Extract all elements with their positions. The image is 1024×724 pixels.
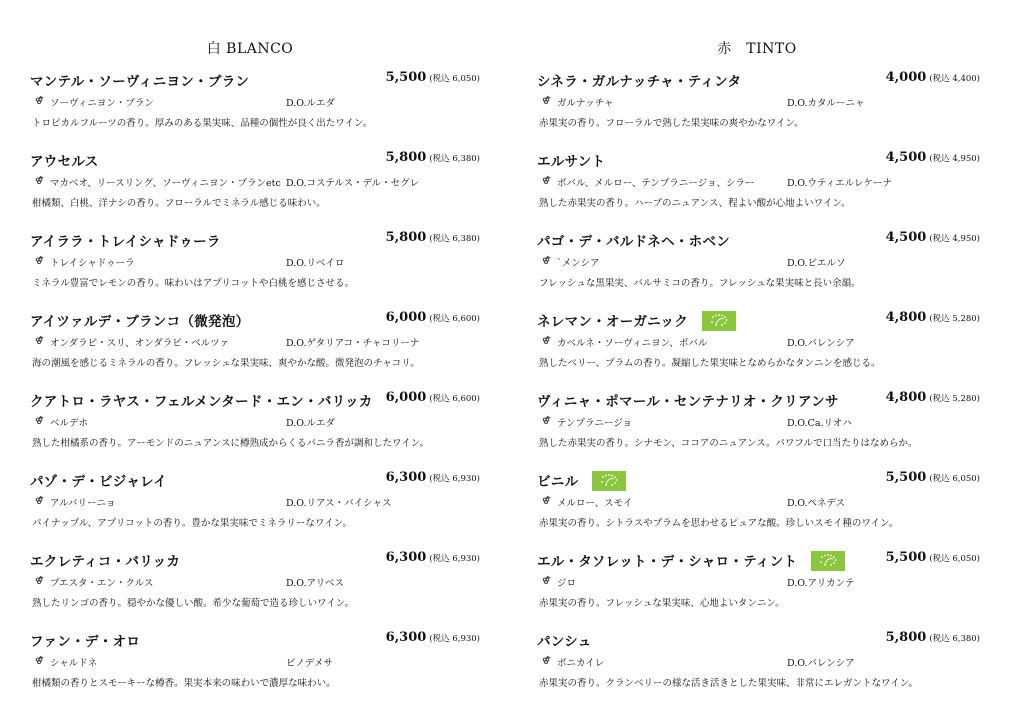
wine-item: [30, 390, 480, 470]
wine-meta: [30, 254, 480, 272]
price-tax-included: (税込 6,380): [429, 154, 480, 164]
grape-varieties: ベルデホ: [50, 418, 89, 429]
wine-item: [537, 230, 980, 310]
price-tax-included: (税込 6,380): [929, 634, 980, 644]
wine-item: [30, 230, 480, 310]
wine-description: パイナップル、アプリコットの香り。豊かな果実味でミネラリーなワイン。: [32, 518, 352, 529]
wine-price: [386, 470, 480, 485]
price-tax-included: (税込 5,280): [929, 314, 980, 324]
price-tax-included: (税込 6,600): [429, 314, 480, 324]
price-tax-included: (税込 4,400): [929, 74, 980, 84]
price-tax-included: (税込 6,380): [429, 234, 480, 244]
price-value: 5,500: [885, 550, 927, 565]
wine-item: [30, 310, 480, 390]
denomination-of-origin: D.O.ルエダ: [286, 98, 336, 109]
price-value: 6,000: [385, 390, 427, 405]
grape-icon: [34, 495, 45, 506]
price-tax-included: (税込 6,050): [929, 554, 980, 564]
price-value: 5,800: [385, 230, 427, 245]
wine-name: [537, 150, 605, 170]
price-tax-included: (税込 6,050): [929, 474, 980, 484]
eu-organic-leaf-icon: [592, 471, 626, 491]
white-wine-heading: 白 BLANCO: [206, 41, 294, 57]
denomination-of-origin: D.O.リアス・バイシャス: [286, 498, 392, 509]
wine-description: 熟した赤果実の香り。ハーブのニュアンス、程よい酸が心地よいワイン。: [539, 198, 851, 209]
price-value: 6,300: [385, 470, 427, 485]
denomination-of-origin: D.O.カタルーニャ: [787, 98, 865, 109]
grape-varieties: ソーヴィニヨン・ブラン: [50, 98, 154, 109]
grape-varieties: ボニカイレ: [557, 658, 605, 669]
wine-price: [886, 150, 980, 165]
grape-varieties: プエスタ・エン・クルス: [50, 578, 154, 589]
denomination-of-origin: D.O.ペネデス: [787, 498, 846, 509]
grape-varieties: オンダラビ・スリ、オンダラビ・ベルツァ: [50, 338, 230, 349]
wine-price: [886, 230, 980, 245]
wine-item: [537, 390, 980, 470]
grape-icon: [34, 255, 45, 266]
wine-name-text: アイツァルデ・ブランコ（微発泡）: [30, 314, 250, 330]
wine-name: [30, 630, 140, 650]
grape-varieties: シャルドネ: [50, 658, 98, 669]
price-value: 6,000: [385, 310, 427, 325]
wine-item: [537, 70, 980, 150]
price-tax-included: (税込 4,950): [929, 234, 980, 244]
denomination-of-origin: D.O.ウティエルレケーナ: [787, 178, 892, 189]
wine-header: [537, 470, 980, 490]
grape-icon: [34, 575, 45, 586]
eu-organic-leaf-icon: [811, 551, 845, 571]
wine-name: [30, 470, 167, 490]
wine-description: 赤果実の香り。フレッシュな果実味、心地よいタンニン。: [539, 598, 785, 609]
wine-price: [386, 390, 480, 405]
price-value: 4,000: [885, 70, 927, 85]
wine-description: 柑橘類、白桃、洋ナシの香り。フローラルでミネラル感じる味わい。: [32, 198, 326, 209]
wine-meta: [30, 654, 480, 672]
wine-meta: [30, 334, 480, 352]
wine-name-text: ヴィニャ・ポマール・センテナリオ・クリアンサ: [537, 394, 839, 410]
denomination-of-origin: D.O.バレンシア: [787, 338, 855, 349]
wine-item: [537, 550, 980, 630]
grape-icon: [541, 175, 552, 186]
wine-name: [30, 310, 249, 330]
wine-name: [537, 70, 741, 90]
price-value: 4,500: [885, 150, 927, 165]
wine-name: [537, 470, 626, 491]
price-tax-included: (税込 6,050): [429, 74, 480, 84]
wine-price: [886, 390, 980, 405]
denomination-of-origin: D.O.リベイロ: [286, 258, 345, 269]
wine-header: [537, 150, 980, 170]
price-tax-included: (税込 6,600): [429, 394, 480, 404]
wine-description: 熟した柑橘系の香り。アーモンドのニュアンスに樽熟成からくるバニラ香が調和したワイン。: [32, 438, 430, 449]
wine-header: [537, 310, 980, 330]
grape-icon: [541, 495, 552, 506]
wine-header: [30, 390, 480, 410]
wine-header: [537, 230, 980, 250]
wine-name: [537, 310, 736, 331]
price-value: 4,500: [885, 230, 927, 245]
wine-description: 赤果実の香り。クランベリーの様な活き活きとした果実味、非常にエレガントなワイン。: [539, 678, 918, 689]
wine-meta: [30, 414, 480, 432]
wine-header: [30, 630, 480, 650]
price-value: 5,800: [385, 150, 427, 165]
wine-meta: [30, 94, 480, 112]
wine-name-text: エル・タソレット・デ・シャロ・ティント: [537, 554, 798, 570]
denomination-of-origin: D.O.ビエルソ: [787, 258, 846, 269]
grape-icon: [541, 575, 552, 586]
grape-icon: [541, 335, 552, 346]
wine-header: [30, 470, 480, 490]
wine-meta: [537, 254, 980, 272]
wine-header: [30, 550, 480, 570]
wine-price: [386, 70, 480, 85]
wine-name: [30, 150, 99, 170]
grape-icon: [34, 95, 45, 106]
denomination-of-origin: ビノデメサ: [286, 658, 334, 669]
wine-item: [30, 630, 480, 710]
wine-price: [886, 310, 980, 325]
wine-meta: [537, 334, 980, 352]
denomination-of-origin: D.O.ルエダ: [286, 418, 336, 429]
grape-icon: [34, 335, 45, 346]
grape-varieties: トレイシャドゥーラ: [50, 258, 135, 269]
grape-varieties: テンプラニージョ: [557, 418, 633, 429]
red-wine-heading: 赤 TINTO: [717, 41, 797, 57]
wine-meta: [30, 574, 480, 592]
wine-name-text: パゾ・デ・ビジャレイ: [30, 474, 168, 490]
denomination-of-origin: D.O.ゲタリアコ・チャコリーナ: [286, 338, 420, 349]
wine-name: [30, 70, 249, 90]
wine-meta: [537, 654, 980, 672]
wine-price: [386, 550, 480, 565]
wine-item: [537, 630, 980, 710]
price-tax-included: (税込 6,930): [429, 554, 480, 564]
grape-varieties: ジロ: [557, 578, 577, 589]
wine-name: [30, 550, 180, 570]
wine-header: [537, 390, 980, 410]
wine-header: [30, 230, 480, 250]
grape-varieties: カベルネ・ソーヴィニヨン、ボバル: [557, 338, 708, 349]
price-tax-included: (税込 5,280): [929, 394, 980, 404]
wine-description: 赤果実の香り。フローラルで熟した果実味の爽やかなワイン。: [539, 118, 804, 129]
wine-name: [537, 230, 730, 250]
wine-description: 熟した赤果実の香り。シナモン、ココアのニュアンス。パワフルで口当たりはなめらか。: [539, 438, 918, 449]
wine-description: 熟したリンゴの香り。穏やかな優しい酸。希少な葡萄で造る珍しいワイン。: [32, 598, 354, 609]
price-tax-included: (税込 6,930): [429, 474, 480, 484]
wine-name-text: アイララ・トレイシャドゥーラ: [30, 234, 221, 250]
price-tax-included: (税込 6,930): [429, 634, 480, 644]
price-value: 5,500: [885, 470, 927, 485]
denomination-of-origin: D.O.コステルス・デル・セグレ: [286, 178, 420, 189]
wine-name: [537, 390, 839, 410]
wine-name-text: シネラ・ガルナッチャ・ティンタ: [537, 74, 742, 90]
grape-icon: [541, 95, 552, 106]
wine-description: 柑橘類の香りとスモーキーな樽香。果実本来の味わいで濃厚な味わい。: [32, 678, 336, 689]
wine-name-text: ビニル: [537, 474, 579, 490]
wine-name: [30, 390, 373, 410]
denomination-of-origin: D.O.バレンシア: [787, 658, 855, 669]
wine-price: [386, 230, 480, 245]
wine-header: [537, 630, 980, 650]
wine-price: [886, 630, 980, 645]
wine-description: フレッシュな黒果実、バルサミコの香り。フレッシュな果実味と長い余韻。: [539, 278, 861, 289]
wine-meta: [30, 174, 480, 192]
price-value: 4,800: [885, 310, 927, 325]
wine-name: [30, 230, 221, 250]
wine-item: [30, 150, 480, 230]
wine-item: [537, 470, 980, 550]
wine-name-text: ファン・デ・オロ: [30, 634, 141, 650]
wine-name-text: アウセルス: [30, 154, 99, 170]
wine-item: [30, 70, 480, 150]
grape-icon: [34, 655, 45, 666]
wine-meta: [537, 94, 980, 112]
wine-price: [386, 150, 480, 165]
grape-icon: [541, 255, 552, 266]
wine-price: [886, 550, 980, 565]
wine-item: [30, 470, 480, 550]
wine-name-text: クアトロ・ラヤス・フェルメンタード・エン・バリッカ: [30, 394, 373, 410]
price-value: 5,800: [885, 630, 927, 645]
grape-varieties: アルバリーニョ: [50, 498, 116, 509]
wine-name-text: エクレティコ・バリッカ: [30, 554, 181, 570]
wine-name: [537, 550, 845, 571]
wine-item: [537, 150, 980, 230]
grape-varieties: `メンシア: [557, 258, 600, 269]
wine-name: [537, 630, 592, 650]
wine-name-text: ネレマン・オーガニック: [537, 314, 688, 330]
wine-item: [537, 310, 980, 390]
wine-meta: [537, 574, 980, 592]
grape-icon: [34, 175, 45, 186]
grape-varieties: マカベオ、リースリング、ソーヴィニヨン・ブランetc: [50, 178, 281, 189]
wine-item: [30, 550, 480, 630]
denomination-of-origin: D.O.アリカンテ: [787, 578, 855, 589]
wine-header: [30, 310, 480, 330]
grape-icon: [34, 415, 45, 426]
wine-price: [886, 470, 980, 485]
wine-meta: [537, 494, 980, 512]
denomination-of-origin: D.O.アリベス: [286, 578, 344, 589]
price-tax-included: (税込 4,950): [929, 154, 980, 164]
wine-header: [537, 550, 980, 570]
wine-price: [886, 70, 980, 85]
wine-meta: [30, 494, 480, 512]
wine-price: [386, 630, 480, 645]
wine-name-text: パンシュ: [537, 634, 592, 650]
wine-name-text: エルサント: [537, 154, 606, 170]
wine-description: トロピカルフルーツの香り。厚みのある果実味、品種の個性が良く出たワイン。: [32, 118, 373, 129]
wine-name-text: パゴ・デ・バルドネヘ・ホベン: [537, 234, 731, 250]
grape-icon: [541, 415, 552, 426]
wine-description: ミネラル豊富でレモンの香り。味わいはアプリコットや白桃を感じさせる。: [32, 278, 354, 289]
price-value: 6,300: [385, 550, 427, 565]
wine-header: [30, 150, 480, 170]
wine-meta: [537, 414, 980, 432]
wine-description: 海の潮風を感じるミネラルの香り。フレッシュな果実味、爽やかな酸。微発泡のチャコリ。: [32, 358, 420, 369]
price-value: 6,300: [385, 630, 427, 645]
wine-description: 赤果実の香り。シトラスやプラムを思わせるピュアな酸。珍しいスモイ種のワイン。: [539, 518, 899, 529]
wine-meta: [537, 174, 980, 192]
wine-name-text: マンテル・ソーヴィニヨン・ブラン: [30, 74, 250, 90]
price-value: 5,500: [385, 70, 427, 85]
wine-description: 熟したベリー、プラムの香り。凝縮した果実味となめらかなタンニンを感じる。: [539, 358, 881, 369]
eu-organic-leaf-icon: [702, 311, 736, 331]
wine-price: [386, 310, 480, 325]
grape-varieties: ボバル、メルロー、テンプラニージョ、シラー: [557, 178, 755, 189]
grape-varieties: ガルナッチャ: [557, 98, 614, 109]
wine-header: [30, 70, 480, 90]
wine-header: [537, 70, 980, 90]
grape-varieties: メルロー、スモイ: [557, 498, 633, 509]
price-value: 4,800: [885, 390, 927, 405]
grape-icon: [541, 655, 552, 666]
denomination-of-origin: D.O.Ca.リオハ: [787, 418, 852, 429]
